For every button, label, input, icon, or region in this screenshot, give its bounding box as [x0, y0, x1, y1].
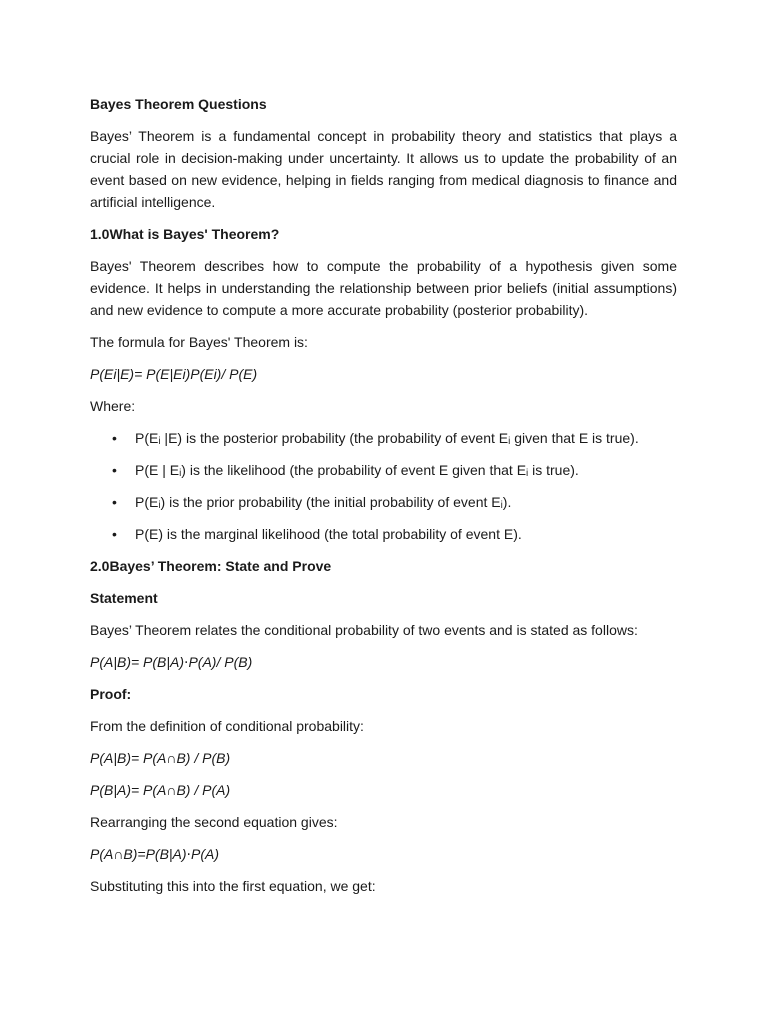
- list-item: [90, 491, 677, 513]
- statement-heading: Statement: [90, 590, 158, 606]
- proof-heading: Proof:: [90, 686, 132, 702]
- statement-text: Bayes’ Theorem relates the conditional probability of two events and is stated as follows:: [90, 622, 638, 638]
- document-title: Bayes Theorem Questions: [90, 96, 267, 112]
- formula-intro: The formula for Bayes' Theorem is:: [90, 334, 308, 350]
- document-body: [90, 93, 677, 907]
- substitute-text: Substituting this into the first equation, we get:: [90, 878, 376, 894]
- where-label: Where:: [90, 398, 136, 414]
- term-definitions-list: [90, 427, 677, 545]
- section2-heading: 2.0Bayes’ Theorem: State and Prove: [90, 558, 332, 574]
- section1-heading: 1.0What is Bayes' Theorem?: [90, 226, 280, 242]
- proof-equation-2: P(B|A)= P(A∩B) / P(A): [90, 782, 231, 798]
- list-item: [90, 459, 677, 481]
- list-item-text: P(Eᵢ |E) is the posterior probability (the probability of event Eᵢ given that E is true).: [135, 430, 639, 446]
- bayes-formula: P(Ei|E)= P(E|Ei)P(Ei)/ P(E): [90, 366, 258, 382]
- bullet-icon: •: [112, 526, 117, 542]
- bullet-icon: •: [112, 494, 117, 510]
- list-item-text: P(E | Eᵢ) is the likelihood (the probability of event E given that Eᵢ is true).: [135, 462, 579, 478]
- bullet-icon: •: [112, 462, 117, 478]
- rearrange-equation: P(A∩B)=P(B|A)⋅P(A): [90, 846, 220, 862]
- section1-description: Bayes' Theorem describes how to compute the probability of a hypothesis given some evidence. It helps in understanding the relationship between prior beliefs (initial assumptions) and new evidence to compute a more accurate probability (posterior probability).: [90, 258, 677, 318]
- intro-paragraph: Bayes’ Theorem is a fundamental concept in probability theory and statistics that plays a crucial role in decision-making under uncertainty. It allows us to update the probability of an event based on new evidence, helping in fields ranging from medical diagnosis to finance and artificial intelligence.: [90, 128, 677, 210]
- proof-intro: From the definition of conditional probability:: [90, 718, 364, 734]
- statement-formula: P(A|B)= P(B|A)⋅P(A)/ P(B): [90, 654, 253, 670]
- list-item-text: P(E) is the marginal likelihood (the total probability of event E).: [135, 526, 522, 542]
- bullet-icon: •: [112, 430, 117, 446]
- list-item: [90, 523, 677, 545]
- list-item-text: P(Eᵢ) is the prior probability (the initial probability of event Eᵢ).: [135, 494, 512, 510]
- list-item: [90, 427, 677, 449]
- rearrange-text: Rearranging the second equation gives:: [90, 814, 338, 830]
- proof-equation-1: P(A|B)= P(A∩B) / P(B): [90, 750, 231, 766]
